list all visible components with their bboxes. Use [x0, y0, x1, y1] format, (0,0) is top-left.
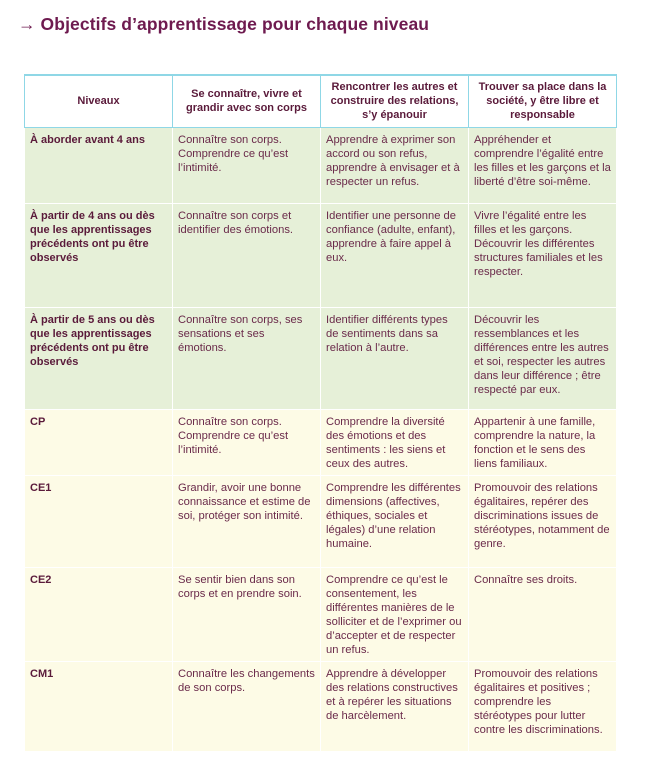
- table-header-row: [25, 75, 617, 127]
- header-corps: Se connaître, vivre et grandir avec son corps: [173, 75, 321, 127]
- table-cell: Vivre l’égalité entre les filles et les garçons. Découvrir les différentes structures familiales et les respecter.: [469, 203, 617, 307]
- table-row: [25, 409, 617, 475]
- table-row: [25, 203, 617, 307]
- table-cell: Connaître les changements de son corps.: [173, 661, 321, 751]
- table-cell: Connaître ses droits.: [469, 567, 617, 661]
- table-row: [25, 475, 617, 567]
- header-niveaux: Niveaux: [25, 75, 173, 127]
- table-cell: Apprendre à développer des relations constructives et à repérer les situations de harcèlement.: [321, 661, 469, 751]
- table-row: [25, 307, 617, 409]
- table-cell: Promouvoir des relations égalitaires et positives ; comprendre les stéréotypes pour lutter contre les discriminations.: [469, 661, 617, 751]
- level-cell: CP: [25, 409, 173, 475]
- objectives-table: [24, 74, 617, 752]
- table-cell: Comprendre la diversité des émotions et des sentiments : les siens et ceux des autres.: [321, 409, 469, 475]
- level-cell: CM1: [25, 661, 173, 751]
- table-row: [25, 127, 617, 203]
- table-cell: Comprendre les différentes dimensions (affectives, éthiques, sociales et légales) d’une relation humaine.: [321, 475, 469, 567]
- table-cell: Identifier une personne de confiance (adulte, enfant), apprendre à faire appel à eux.: [321, 203, 469, 307]
- level-cell: CE2: [25, 567, 173, 661]
- level-cell: CE1: [25, 475, 173, 567]
- table-cell: Se sentir bien dans son corps et en prendre soin.: [173, 567, 321, 661]
- table-cell: Grandir, avoir une bonne connaissance et estime de soi, protéger son intimité.: [173, 475, 321, 567]
- table-cell: Comprendre ce qu’est le consentement, les différentes manières de le solliciter et de l’exprimer ou d’accepter et de respecter un refus.: [321, 567, 469, 661]
- table-cell: Connaître son corps. Comprendre ce qu’est l’intimité.: [173, 409, 321, 475]
- header-relations: Rencontrer les autres et construire des relations, s’y épanouir: [321, 75, 469, 127]
- table-cell: Connaître son corps et identifier des émotions.: [173, 203, 321, 307]
- table-row: [25, 567, 617, 661]
- table-cell: Découvrir les ressemblances et les différences entre les autres et soi, respecter les autres dans leur différence ; être respecté par eux.: [469, 307, 617, 409]
- table-cell: Connaître son corps, ses sensations et ses émotions.: [173, 307, 321, 409]
- table-cell: Apprendre à exprimer son accord ou son refus, apprendre à envisager et à respecter un refus.: [321, 127, 469, 203]
- level-cell: À partir de 5 ans ou dès que les apprentissages précédents ont pu être observés: [25, 307, 173, 409]
- header-societe: Trouver sa place dans la société, y être libre et responsable: [469, 75, 617, 127]
- level-cell: À partir de 4 ans ou dès que les apprentissages précédents ont pu être observés: [25, 203, 173, 307]
- table-cell: Identifier différents types de sentiments dans sa relation à l’autre.: [321, 307, 469, 409]
- table-cell: Appréhender et comprendre l’égalité entre les filles et les garçons et la liberté d’être soi-même.: [469, 127, 617, 203]
- table-row: [25, 661, 617, 751]
- table-cell: Promouvoir des relations égalitaires, repérer des discriminations issues de stéréotypes, notamment de genre.: [469, 475, 617, 567]
- level-cell: À aborder avant 4 ans: [25, 127, 173, 203]
- table-cell: Appartenir à une famille, comprendre la nature, la fonction et le sens des liens familiaux.: [469, 409, 617, 475]
- page-title: → Objectifs d’apprentissage pour chaque niveau: [18, 14, 430, 34]
- table-cell: Connaître son corps. Comprendre ce qu’est l’intimité.: [173, 127, 321, 203]
